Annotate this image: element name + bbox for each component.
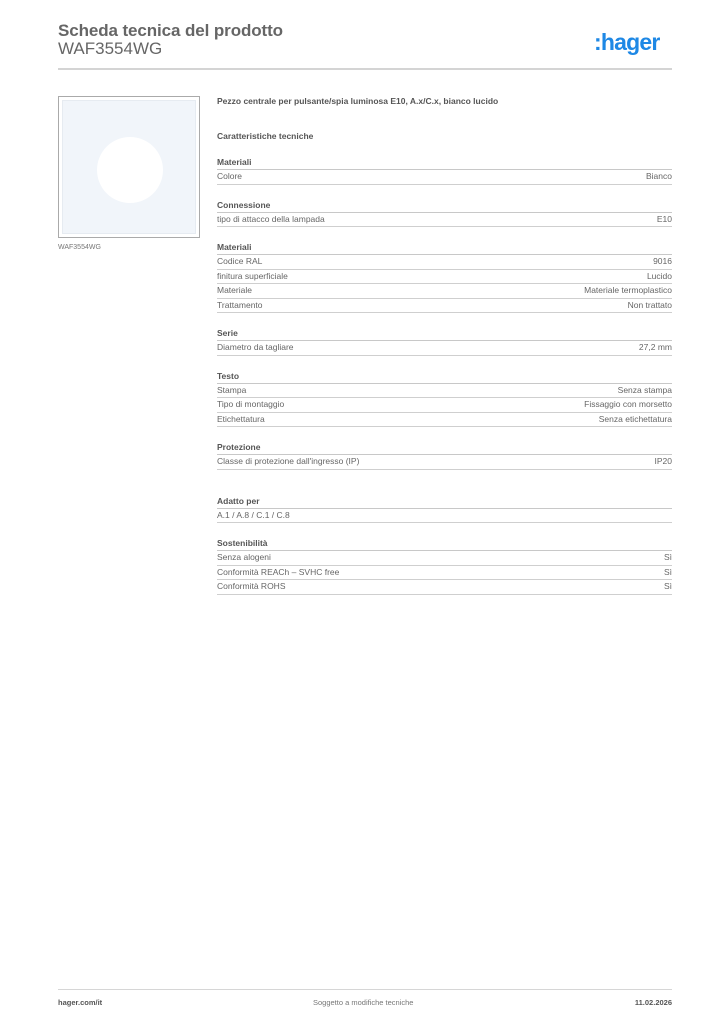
spec-row: [217, 384, 672, 399]
spec-value: Materiale termoplastico: [584, 285, 672, 295]
spec-value: Sì: [663, 581, 672, 591]
spec-label: Colore: [217, 171, 243, 181]
spec-row: [217, 255, 672, 270]
spec-row: [217, 213, 672, 228]
spec-label: Trattamento: [217, 299, 263, 310]
spec-value: Sì: [663, 566, 672, 577]
spec-row: [217, 551, 672, 566]
spec-row: [217, 270, 672, 285]
spec-label: tipo di attacco della lampada: [217, 213, 325, 224]
spec-label: Conformità REACh – SVHC free: [217, 566, 340, 577]
spec-label: finitura superficiale: [217, 270, 288, 281]
spec-value: Senza etichettatura: [598, 413, 672, 424]
spec-value: Bianco: [646, 171, 672, 181]
spec-value: 9016: [653, 256, 672, 266]
spec-group-connessione: [217, 199, 672, 228]
page-title: Scheda tecnica del prodotto: [58, 21, 283, 40]
spec-label: Classe di protezione dall'ingresso (IP): [217, 456, 360, 466]
spec-group-materiali-1: [217, 156, 672, 185]
group-title: Sostenibilità: [217, 537, 672, 551]
spec-value: Sì: [663, 552, 672, 562]
spec-label: Senza alogeni: [217, 552, 271, 562]
spec-group-adatto-per: [217, 495, 672, 524]
hager-logo: :hager: [594, 29, 660, 55]
footer-divider: [58, 989, 672, 990]
spec-row: [217, 413, 672, 428]
footer-date: 11.02.2026: [634, 998, 672, 1007]
spec-row: [217, 341, 672, 356]
spec-group-testo: [217, 370, 672, 428]
spec-row: [217, 398, 672, 413]
group-title: Materiali: [217, 156, 672, 170]
spec-label: A.1 / A.8 / C.1 / C.8: [217, 509, 290, 520]
spec-label: Conformità ROHS: [217, 581, 286, 591]
characteristics-title: Caratteristiche tecniche: [217, 131, 314, 141]
group-title: Materiali: [217, 241, 672, 255]
spec-row: [217, 170, 672, 185]
group-title: Protezione: [217, 441, 672, 455]
spec-value: Fissaggio con morsetto: [584, 399, 672, 409]
spec-value: Senza stampa: [617, 384, 672, 395]
spec-label: Diametro da tagliare: [217, 342, 294, 352]
spec-value: 27,2 mm: [638, 342, 672, 352]
spec-row: [217, 455, 672, 470]
spec-label: Stampa: [217, 384, 247, 395]
header-divider: [58, 68, 672, 70]
product-image: [58, 96, 200, 238]
spec-row: [217, 509, 672, 524]
footer-website-link[interactable]: hager.com/it: [58, 998, 103, 1007]
spec-value: IP20: [654, 456, 672, 466]
group-title: Testo: [217, 370, 672, 384]
product-center-circle: [97, 137, 163, 203]
group-title: Connessione: [217, 199, 672, 213]
spec-group-protezione: [217, 441, 672, 470]
spec-label: Materiale: [217, 285, 252, 295]
spec-value: Lucido: [646, 270, 672, 281]
spec-group-serie: [217, 327, 672, 356]
spec-value: E10: [656, 213, 672, 224]
group-title: Adatto per: [217, 495, 672, 509]
product-code: WAF3554WG: [58, 39, 163, 58]
product-plate-graphic: [62, 100, 196, 234]
product-description: Pezzo centrale per pulsante/spia luminosa E10, A.x/C.x, bianco lucido: [217, 96, 499, 106]
spec-content: [217, 95, 672, 595]
group-title: Serie: [217, 327, 672, 341]
spec-row: [217, 580, 672, 595]
spec-group-sostenibilita: [217, 537, 672, 595]
spec-label: Etichettatura: [217, 413, 265, 424]
spec-row: [217, 284, 672, 299]
footer-notice: Soggetto a modifiche tecniche: [313, 998, 414, 1007]
spec-row: [217, 299, 672, 314]
image-caption: WAF3554WG: [58, 244, 101, 251]
spec-value: Non trattato: [627, 299, 672, 310]
spec-label: Tipo di montaggio: [217, 399, 285, 409]
spec-row: [217, 566, 672, 581]
spec-group-materiali-2: [217, 241, 672, 313]
spec-label: Codice RAL: [217, 256, 263, 266]
